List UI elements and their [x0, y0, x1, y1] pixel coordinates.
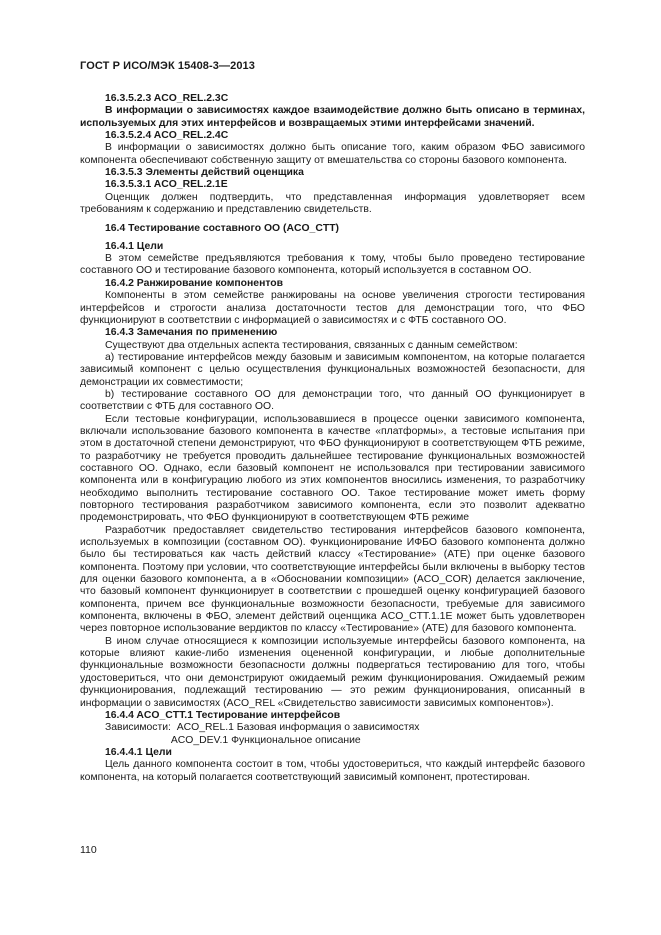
paragraph: Разработчик предоставляет свидетельство тестирования интерфейсов базового компонента, используемых в композиции (составном ОО). Функционирование ИФБО базового компонента должно было бы тестироваться как часть действий классу «Тестирование» (ATE) при оценке базового компонента. Поэтому при условии, что соответствующие интерфейсы были включены в выборку тестов для оценки базового компонента, а в «Обосновании композиции» (ACO_COR) делается заключение, что базовый компонент функционирует в соответствии с прошедшей оценку конфигурацией базового компонента, причем все функциональные возможности безопасности, требуемые для зависимого компонента, включены в ФБО, элемент действий оценщика ACO_CTT.1.1E может быть удовлетворен через повторное использование вердиктов по классу «Тестирование» (ATE) для базового компонента.: [80, 524, 585, 635]
document-body: [80, 93, 585, 784]
paragraph: Цель данного компонента состоит в том, чтобы удостовериться, что каждый интерфейс базового компонента, на который полагается соответствующий зависимый компонент, протестирован.: [80, 759, 585, 783]
paragraph: Если тестовые конфигурации, использовавшиеся в процессе оценки зависимого компонента, включали использование базового компонента в качестве «платформы», а тестовые испытания при этом в достаточной степени демонстрируют, что ФБО функционируют в соответствующем ФТБ режиме, то разработчику не требуется проводить дальнейшее тестирование функциональных возможностей составного ОО. Однако, если базовый компонент не использовался при тестировании зависимого компонента или в конфигурацию любого из этих компонентов вносились изменения, то разработчику необходимо выполнить тестирование составного ОО. Такое тестирование может иметь форму повторного тестирования разработчиком зависимого компонента, если это позволит адекватно продемонстрировать, что ФБО функционируют в соответствующем ФТБ режиме: [80, 413, 585, 524]
clause-heading: 16.4.1 Цели: [105, 240, 164, 252]
document-header: ГОСТ Р ИСО/МЭК 15408-3—2013: [80, 60, 255, 72]
paragraph: Компоненты в этом семействе ранжированы на основе увеличения строгости тестирования интерфейсов и строгости анализа достаточности тестов для демонстрации того, что ФБО функционируют в соответствии с информацией о зависимостях и с ФТБ составного ОО.: [80, 290, 585, 326]
clause-heading: 16.3.5.2.4 ACO_REL.2.4C: [105, 130, 229, 142]
clause-heading: 16.4.4 ACO_CTT.1 Тестирование интерфейсов: [105, 709, 341, 721]
clause-heading: 16.3.5.3.1 ACO_REL.2.1E: [105, 179, 228, 191]
paragraph: Оценщик должен подтвердить, что представленная информация удовлетворяет всем требованиям к содержанию и представлению свидетельств.: [80, 191, 585, 216]
dependency-line: Зависимости: ACO_REL.1 Базовая информация о зависимостях: [105, 722, 420, 734]
paragraph: В информации о зависимостях должно быть описание того, каким образом ФБО зависимого компонента обеспечивают собственную защиту от вмешательства со стороны базового компонента.: [80, 142, 585, 166]
list-item: a) тестирование интерфейсов между базовым и зависимым компонентом, на которые полагается зависимый компонент с целью осуществления функциональных возможностей безопасности, для демонстрации их совместимости;: [80, 351, 585, 388]
page-number: 110: [80, 844, 97, 856]
paragraph: Существуют два отдельных аспекта тестирования, связанных с данным семейством:: [105, 339, 518, 351]
clause-heading: 16.3.5.2.3 ACO_REL.2.3C: [105, 93, 229, 104]
clause-heading: 16.3.5.3 Элементы действий оценщика: [105, 167, 304, 179]
section-heading: 16.4 Тестирование составного ОО (ACO_CTT): [105, 223, 339, 235]
clause-heading: 16.4.3 Замечания по применению: [105, 327, 278, 339]
clause-heading: 16.4.4.1 Цели: [105, 746, 172, 758]
paragraph: В ином случае относящиеся к композиции используемые интерфейсы базового компонента, на которые влияют какие-либо изменения оцененной конфигурации, и любые дополнительные функциональные возможности безопасности должны подвергаться тестированию для того, чтобы удостовериться, что они демонстрируют ожидаемый режим функционирования. Ожидаемый режим функционирования, подлежащий тестированию — это режим функционирования, описанный в информации о зависимостях (ACO_REL «Свидетельство зависимости зависимых компонентов»).: [80, 635, 585, 709]
dependency-line: ACO_DEV.1 Функциональное описание: [105, 734, 361, 746]
clause-heading: 16.4.2 Ранжирование компонентов: [105, 277, 284, 289]
paragraph: В этом семействе предъявляются требования к тому, чтобы было проведено тестирование составного ОО и тестирование базового компонента, который используется в составном ОО.: [80, 253, 585, 277]
paragraph: В информации о зависимостях каждое взаимодействие должно быть описано в терминах, используемых для этих интерфейсов и возвращаемых этими интерфейсами значений.: [80, 105, 585, 129]
list-item: b) тестирование составного ОО для демонстрации того, что данный ОО функционирует в соответствии с ФТБ для составного ОО.: [80, 388, 585, 413]
